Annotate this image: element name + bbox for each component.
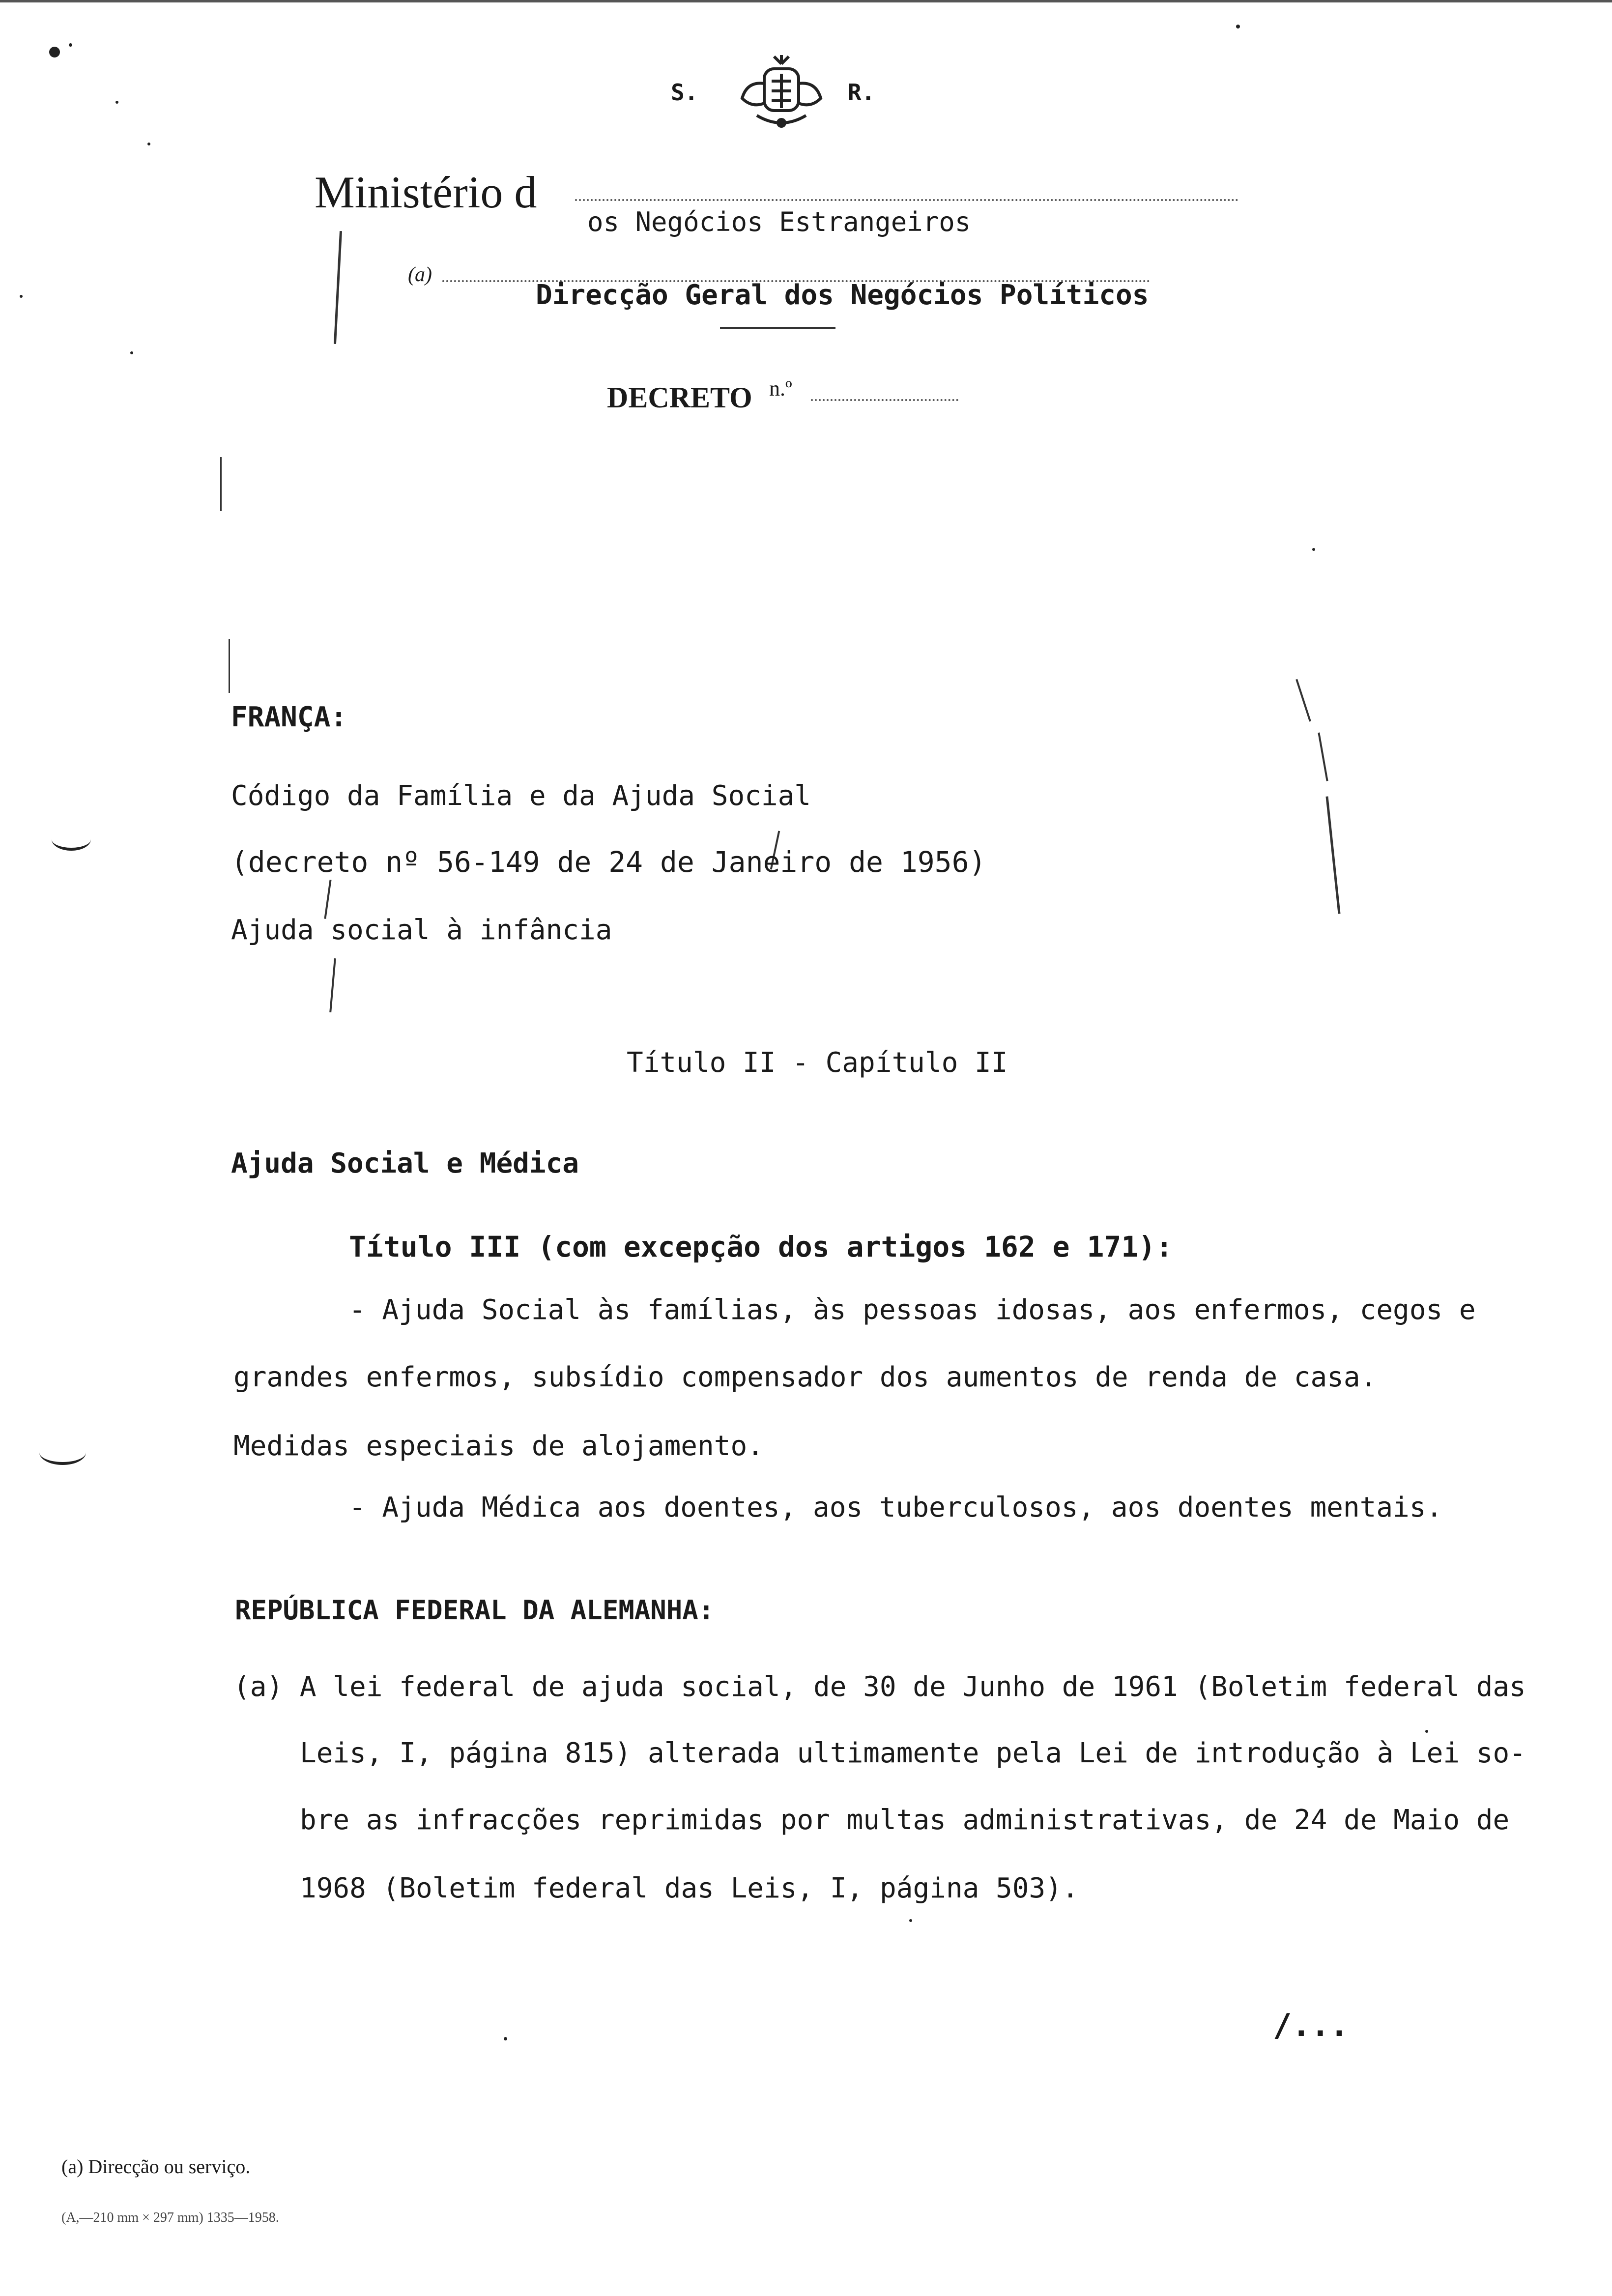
item1-line: grandes enfermos, subsídio compensador dos aumentos de renda de casa.	[233, 1361, 1377, 1393]
germany-line: 1968 (Boletim federal das Leis, I, página 503).	[300, 1872, 1079, 1904]
decree-no: n.º	[769, 376, 792, 401]
sub-label: (a)	[408, 263, 432, 286]
germany-heading: REPÚBLICA FEDERAL DA ALEMANHA:	[235, 1595, 715, 1626]
decree-dotted-line	[811, 399, 958, 401]
sub-fill: Direcção Geral dos Negócios Políticos	[536, 279, 1149, 311]
france-heading: FRANÇA:	[231, 701, 347, 733]
ajuda-social-medica: Ajuda Social e Médica	[231, 1148, 579, 1179]
margin-stroke	[229, 639, 230, 693]
margin-stroke	[329, 958, 336, 1012]
margin-stroke	[324, 880, 331, 919]
margin-stroke	[220, 457, 222, 511]
ministry-fill: os Negócios Estrangeiros	[587, 206, 971, 237]
margin-curve	[39, 1440, 86, 1465]
scan-speck	[504, 2037, 507, 2040]
france-line: (decreto nº 56-149 de 24 de Janeiro de 1956)	[231, 845, 986, 879]
germany-line: Leis, I, página 815) alterada ultimamente pela Lei de introdução à Lei so-	[300, 1737, 1526, 1769]
germany-line: (a) A lei federal de ajuda social, de 30 de Junho de 1961 (Boletim federal das	[233, 1671, 1526, 1703]
scan-speck	[1425, 1730, 1428, 1733]
ornament-rule	[720, 327, 835, 329]
footer-form: (A,—210 mm × 297 mm) 1335—1958.	[61, 2210, 279, 2225]
title-iii: Título III (com excepção dos artigos 162 e 171):	[349, 1230, 1173, 1263]
scan-speck	[1312, 548, 1315, 551]
margin-stroke	[1295, 679, 1311, 722]
scan-speck	[49, 47, 60, 57]
margin-stroke	[1325, 796, 1340, 914]
margin-curve	[52, 828, 91, 851]
scan-speck	[1236, 25, 1240, 29]
letterhead-right: R.	[848, 79, 875, 106]
title-ii: Título II - Capítulo II	[627, 1047, 1008, 1079]
scan-speck	[69, 43, 72, 47]
germany-line: bre as infracções reprimidas por multas administrativas, de 24 de Maio de	[300, 1804, 1510, 1836]
item1-line: - Ajuda Social às famílias, às pessoas idosas, aos enfermos, cegos e	[349, 1294, 1476, 1326]
continuation-mark: /...	[1273, 2008, 1349, 2044]
margin-stroke	[1318, 732, 1328, 781]
top-edge-rule	[0, 0, 1612, 2]
footer-note: (a) Direcção ou serviço.	[61, 2155, 251, 2178]
item2-line: - Ajuda Médica aos doentes, aos tuberculosos, aos doentes mentais.	[349, 1492, 1443, 1523]
ministry-dotted-line	[575, 199, 1238, 201]
scan-speck	[909, 1919, 912, 1922]
scan-speck	[115, 101, 118, 104]
scan-speck	[147, 143, 150, 145]
france-line: Código da Família e da Ajuda Social	[231, 780, 811, 812]
item1-line: Medidas especiais de alojamento.	[233, 1430, 764, 1462]
margin-stroke	[334, 231, 342, 344]
scan-speck	[130, 351, 133, 354]
decree-label: DECRETO	[607, 381, 752, 414]
letterhead-left: S.	[671, 79, 698, 106]
france-line: Ajuda social à infância	[231, 914, 612, 946]
coat-of-arms-icon	[737, 54, 826, 133]
scan-speck	[20, 295, 23, 298]
ministry-prefix: Ministério d	[315, 167, 537, 217]
